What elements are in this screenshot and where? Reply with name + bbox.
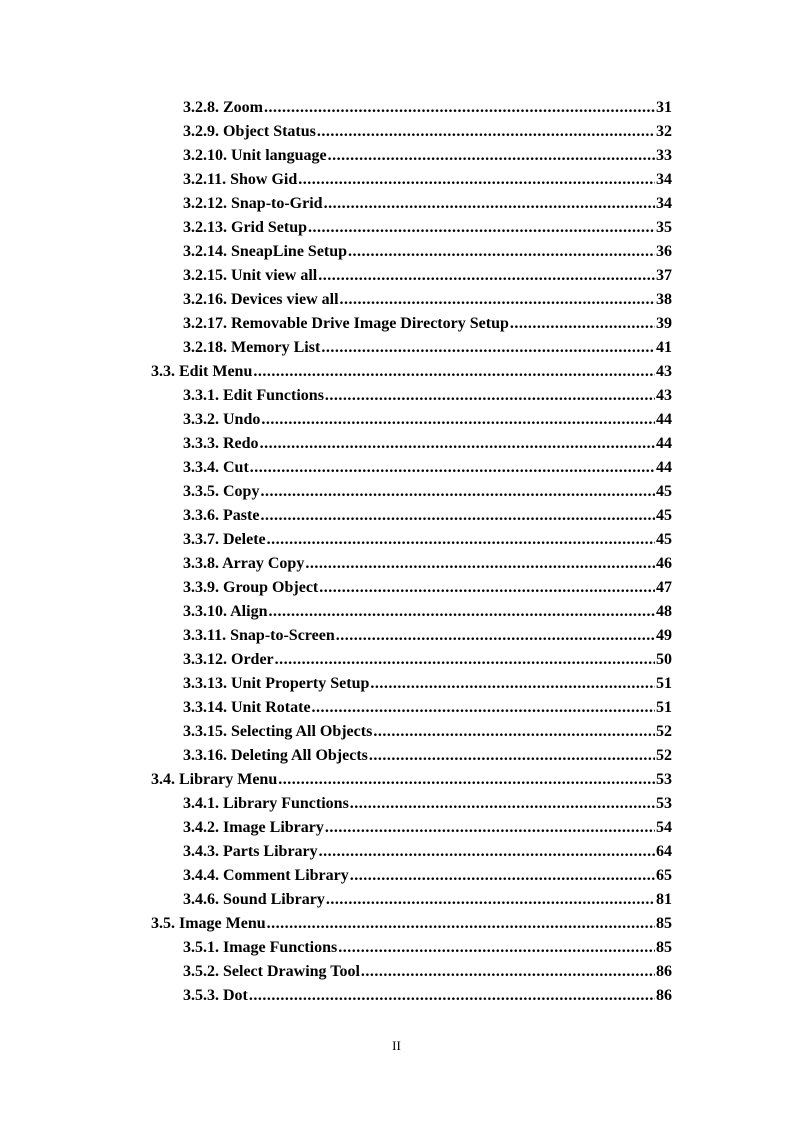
- toc-entry-page: 45: [656, 531, 672, 548]
- toc-entry-page: 46: [656, 555, 672, 572]
- toc-dot-leader: [325, 384, 655, 408]
- toc-entry[interactable]: [0, 456, 672, 480]
- toc-entry[interactable]: [0, 888, 672, 912]
- toc-dot-leader: [308, 216, 655, 240]
- toc-entry-page: 86: [656, 987, 672, 1004]
- toc-entry-title: 3.3.13. Unit Property Setup: [183, 675, 370, 692]
- toc-dot-leader: [268, 600, 655, 624]
- toc-entry-page: 32: [656, 123, 672, 140]
- toc-entry[interactable]: [0, 528, 672, 552]
- toc-dot-leader: [369, 744, 655, 768]
- toc-entry-page: 31: [656, 99, 672, 116]
- toc-dot-leader: [253, 360, 655, 384]
- toc-dot-leader: [261, 408, 655, 432]
- toc-entry-title: 3.2.8. Zoom: [183, 99, 263, 116]
- toc-entry-title: 3.3.15. Selecting All Objects: [183, 723, 373, 740]
- toc-entry-page: 38: [656, 291, 672, 308]
- toc-dot-leader: [370, 672, 655, 696]
- toc-entry-title: 3.2.12. Snap-to-Grid: [183, 195, 323, 212]
- toc-dot-leader: [350, 792, 655, 816]
- toc-entry[interactable]: [0, 264, 672, 288]
- toc-entry-title: 3.5.1. Image Functions: [183, 939, 338, 956]
- toc-dot-leader: [319, 840, 655, 864]
- toc-entry-page: 49: [656, 627, 672, 644]
- toc-entry-title: 3.4.3. Parts Library: [183, 843, 318, 860]
- toc-entry-page: 86: [656, 963, 672, 980]
- toc-dot-leader: [510, 312, 655, 336]
- toc-entry-page: 85: [656, 915, 672, 932]
- toc-entry-page: 51: [656, 699, 672, 716]
- toc-entry-title: 3.3.4. Cut: [183, 459, 249, 476]
- toc-entry[interactable]: [0, 648, 672, 672]
- toc-entry-page: 48: [656, 603, 672, 620]
- toc-entry[interactable]: [0, 96, 672, 120]
- toc-entry-page: 52: [656, 747, 672, 764]
- toc-entry-page: 39: [656, 315, 672, 332]
- toc-dot-leader: [338, 936, 655, 960]
- toc-entry-page: 45: [656, 483, 672, 500]
- toc-dot-leader: [312, 696, 655, 720]
- toc-dot-leader: [336, 624, 655, 648]
- toc-entry-page: 50: [656, 651, 672, 668]
- toc-entry-title: 3.2.17. Removable Drive Image Directory Setup: [183, 315, 509, 332]
- toc-entry-page: 65: [656, 867, 672, 884]
- toc-dot-leader: [260, 432, 655, 456]
- toc-entry-title: 3.3.1. Edit Functions: [183, 387, 324, 404]
- toc-dot-leader: [250, 456, 655, 480]
- toc-entry-title: 3.5.3. Dot: [183, 987, 248, 1004]
- toc-entry[interactable]: [0, 192, 672, 216]
- toc-entry[interactable]: [0, 696, 672, 720]
- toc-dot-leader: [260, 504, 655, 528]
- toc-entry-page: 44: [656, 459, 672, 476]
- toc-entry[interactable]: [0, 216, 672, 240]
- toc-entry[interactable]: [0, 144, 672, 168]
- toc-entry[interactable]: [0, 120, 672, 144]
- toc-entry[interactable]: [0, 504, 672, 528]
- toc-dot-leader: [264, 96, 655, 120]
- toc-entry-title: 3.2.9. Object Status: [183, 123, 316, 140]
- toc-dot-leader: [298, 168, 655, 192]
- toc-entry-title: 3.3.16. Deleting All Objects: [183, 747, 368, 764]
- toc-entry-page: 34: [656, 195, 672, 212]
- toc-entry-title: 3.5. Image Menu: [151, 915, 266, 932]
- toc-entry-page: 45: [656, 507, 672, 524]
- toc-dot-leader: [260, 480, 655, 504]
- toc-entry-page: 51: [656, 675, 672, 692]
- toc-entry[interactable]: [0, 840, 672, 864]
- toc-entry-page: 54: [656, 819, 672, 836]
- toc-entry-title: 3.3.7. Delete: [183, 531, 266, 548]
- toc-dot-leader: [328, 144, 655, 168]
- toc-entry-page: 41: [656, 339, 672, 356]
- toc-entry[interactable]: [0, 576, 672, 600]
- toc-entry-page: 85: [656, 939, 672, 956]
- toc-entry[interactable]: [0, 792, 672, 816]
- toc-entry[interactable]: [0, 480, 672, 504]
- table-of-contents: [0, 96, 793, 1008]
- toc-entry-page: 36: [656, 243, 672, 260]
- toc-entry-page: 43: [656, 363, 672, 380]
- toc-entry-title: 3.2.18. Memory List: [183, 339, 321, 356]
- toc-entry-title: 3.3.12. Order: [183, 651, 274, 668]
- toc-entry-title: 3.3. Edit Menu: [151, 363, 253, 380]
- toc-entry-page: 35: [656, 219, 672, 236]
- toc-entry-title: 3.2.15. Unit view all: [183, 267, 318, 284]
- toc-entry[interactable]: [0, 768, 672, 792]
- toc-dot-leader: [373, 720, 655, 744]
- toc-entry-title: 3.3.9. Group Object: [183, 579, 319, 596]
- toc-entry[interactable]: [0, 936, 672, 960]
- toc-entry-title: 3.4.4. Comment Library: [183, 867, 349, 884]
- toc-entry[interactable]: [0, 816, 672, 840]
- toc-dot-leader: [275, 648, 655, 672]
- toc-dot-leader: [278, 768, 655, 792]
- toc-entry-title: 3.4.6. Sound Library: [183, 891, 325, 908]
- toc-entry[interactable]: [0, 384, 672, 408]
- toc-dot-leader: [350, 864, 655, 888]
- toc-dot-leader: [340, 288, 655, 312]
- toc-entry[interactable]: [0, 744, 672, 768]
- toc-entry[interactable]: [0, 336, 672, 360]
- toc-entry-title: 3.4.2. Image Library: [183, 819, 324, 836]
- toc-entry-title: 3.2.13. Grid Setup: [183, 219, 308, 236]
- toc-entry[interactable]: [0, 168, 672, 192]
- toc-dot-leader: [267, 528, 655, 552]
- toc-entry-page: 53: [656, 771, 672, 788]
- toc-entry[interactable]: [0, 960, 672, 984]
- toc-dot-leader: [305, 552, 655, 576]
- toc-entry-page: 37: [656, 267, 672, 284]
- toc-dot-leader: [326, 888, 655, 912]
- toc-entry[interactable]: [0, 240, 672, 264]
- toc-entry[interactable]: [0, 288, 672, 312]
- toc-entry[interactable]: [0, 672, 672, 696]
- toc-entry-page: 44: [656, 435, 672, 452]
- toc-entry-title: 3.3.6. Paste: [183, 507, 260, 524]
- toc-dot-leader: [325, 816, 655, 840]
- toc-entry[interactable]: [0, 600, 672, 624]
- toc-entry[interactable]: [0, 720, 672, 744]
- toc-entry[interactable]: [0, 360, 672, 384]
- toc-dot-leader: [318, 264, 655, 288]
- toc-entry-title: 3.3.5. Copy: [183, 483, 260, 500]
- toc-dot-leader: [321, 336, 655, 360]
- toc-entry-title: 3.4.1. Library Functions: [183, 795, 349, 812]
- toc-entry-title: 3.2.16. Devices view all: [183, 291, 339, 308]
- toc-entry[interactable]: [0, 408, 672, 432]
- toc-dot-leader: [317, 120, 655, 144]
- toc-dot-leader: [267, 912, 655, 936]
- toc-entry-page: 52: [656, 723, 672, 740]
- toc-entry-title: 3.3.8. Array Copy: [183, 555, 305, 572]
- toc-entry[interactable]: [0, 864, 672, 888]
- toc-entry[interactable]: [0, 912, 672, 936]
- toc-entry-title: 3.5.2. Select Drawing Tool: [183, 963, 360, 980]
- toc-entry-title: 3.2.11. Show Gid: [183, 171, 298, 188]
- toc-dot-leader: [249, 984, 655, 1008]
- toc-entry-title: 3.3.10. Align: [183, 603, 268, 620]
- toc-entry[interactable]: [0, 552, 672, 576]
- toc-entry-page: 47: [656, 579, 672, 596]
- toc-entry-title: 3.2.10. Unit language: [183, 147, 327, 164]
- toc-entry-title: 3.2.14. SneapLine Setup: [183, 243, 348, 260]
- toc-entry-page: 43: [656, 387, 672, 404]
- toc-entry-page: 44: [656, 411, 672, 428]
- toc-entry-page: 81: [656, 891, 672, 908]
- toc-dot-leader: [324, 192, 655, 216]
- toc-entry-title: 3.4. Library Menu: [151, 771, 278, 788]
- toc-entry-title: 3.3.2. Undo: [183, 411, 261, 428]
- toc-entry-page: 64: [656, 843, 672, 860]
- toc-entry-title: 3.3.11. Snap-to-Screen: [183, 627, 335, 644]
- toc-entry-page: 33: [656, 147, 672, 164]
- toc-entry-title: 3.3.3. Redo: [183, 435, 259, 452]
- toc-dot-leader: [348, 240, 655, 264]
- toc-entry-page: 53: [656, 795, 672, 812]
- toc-dot-leader: [319, 576, 655, 600]
- toc-entry[interactable]: [0, 312, 672, 336]
- toc-entry[interactable]: [0, 432, 672, 456]
- toc-entry[interactable]: [0, 624, 672, 648]
- toc-entry-title: 3.3.14. Unit Rotate: [183, 699, 311, 716]
- toc-dot-leader: [361, 960, 655, 984]
- page-number: II: [392, 1038, 401, 1053]
- toc-entry-page: 34: [656, 171, 672, 188]
- toc-entry[interactable]: [0, 984, 672, 1008]
